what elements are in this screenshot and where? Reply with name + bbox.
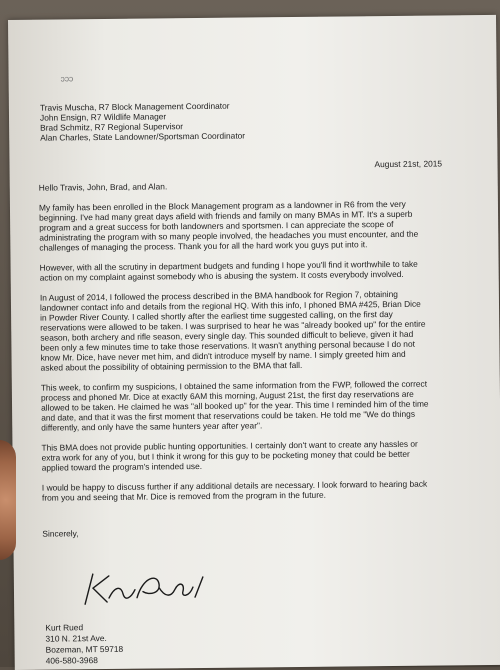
body-line: I would be happy to discuss further if any additional details are necessary. I look forward to hearing back (41, 478, 428, 493)
recipient-line: Brad Schmitz, R7 Regional Supervisor (40, 121, 184, 133)
thumb (0, 440, 16, 560)
body-line: differently, and only have the same hunters year after year". (41, 420, 263, 433)
body-line: challenges of managing the process. Thank you for all the hard work you guys put into it. (39, 239, 368, 253)
recipient-line: John Ensign, R7 Wildlife Manager (39, 111, 167, 123)
body-line: in Powder River County. I called shortly after the earliest time suggested calling, on the first day (40, 308, 393, 323)
sender-address: 310 N. 21st Ave. (45, 632, 107, 644)
letter-date: August 21st, 2015 (374, 158, 443, 170)
body-line: However, with all the scrutiny in department budgets and funding I hope you'll find it worthwhile to take (39, 258, 418, 273)
corner-mark: ɔɔɔ (60, 73, 74, 84)
handwritten-signature (79, 567, 209, 610)
body-line: action on my complaint against somebody who is abusing the system. It costs everybody involved. (39, 268, 404, 283)
body-line: administrating the program with so many people involved, the headaches you must encounter, and the (39, 228, 419, 243)
body-line: In August of 2014, I followed the process described in the BMA handbook for Region 7, obtaining (39, 288, 398, 303)
body-line: reservations were allowed to be taken. I was surprised to hear he was "already booked up" for the entire (40, 318, 426, 333)
sender-phone: 406-580-3968 (45, 655, 98, 666)
body-line: landowner contact info and details from the regional HQ. With this info, I phoned BMA #425, Brian Dice (39, 298, 421, 313)
body-line: from you and seeing that Mr. Dice is removed from the program in the future. (41, 489, 326, 503)
body-line: beginning. I've had many great days afield with friends and family on many BMAs in MT. It's a superb (39, 208, 413, 223)
body-line: applied toward the program's intended use. (41, 460, 203, 473)
recipient-line: Alan Charles, State Landowner/Sportsman Coordinator (40, 130, 246, 143)
sender-city: Bozeman, MT 59718 (45, 643, 124, 655)
body-line: and date, and that it was the first moment that reservations could be taken. He told me "We do things (41, 408, 416, 423)
body-line: This week, to confirm my suspicions, I obtained the same information from the FWP, followed the correct (40, 378, 428, 393)
body-line: My family has been enrolled in the Block Management program as a landowner in R6 from the very (38, 198, 406, 213)
body-line: allowed to be taken. He claimed he was "all booked up" for the year. This time I reminded him of the time (41, 398, 429, 413)
greeting: Hello Travis, John, Brad, and Alan. (38, 181, 168, 193)
body-line: know Mr. Dice, have never met him, and didn't introduce myself by name. I simply greeted him and (40, 348, 406, 363)
body-line: asked about the possibility of obtaining permission to the BMA that fall. (40, 359, 303, 373)
letter-page (8, 15, 500, 670)
recipient-line: Travis Muscha, R7 Block Management Coordinator (39, 100, 230, 113)
sender-name: Kurt Rued (45, 622, 84, 633)
body-line: been only a few minutes time to take those reservations. It wasn't anything personal because I do not (40, 338, 415, 353)
body-line: extra work for any of you, but I think it wrong for this guy to be pocketing money that could be better (41, 448, 410, 463)
closing: Sincerely, (42, 528, 79, 539)
body-line: program and a great success for both landowners and sportsmen. I can appreciate the scope of (39, 218, 394, 233)
body-line: season, both archery and rifle season, every single day. This sounded difficult to believe, given it had (40, 328, 414, 343)
body-line: This BMA does not provide public hunting opportunities. I certainly don't want to create any hassles or (41, 438, 418, 453)
body-line: process and phoned Mr. Dice at exactly 6AM this morning, August 21st, the first day reservations are (40, 388, 414, 403)
